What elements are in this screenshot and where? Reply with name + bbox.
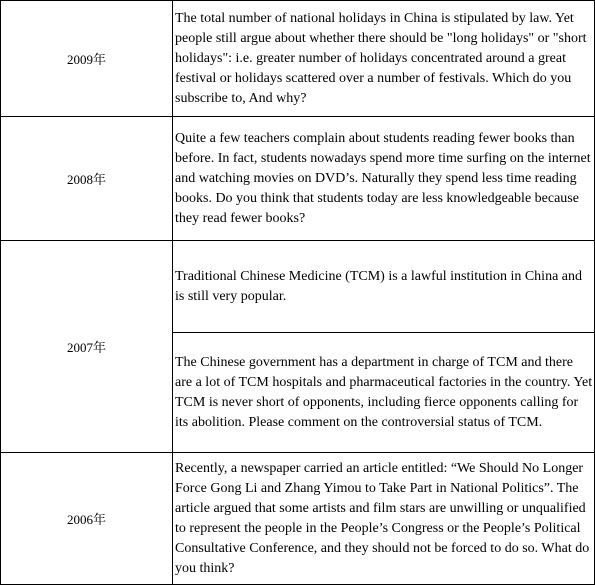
year-cell: 2006年 — [1, 453, 173, 585]
topic-text-cell: Traditional Chinese Medicine (TCM) is a lawful institution in China and is still very popular. — [173, 241, 595, 333]
year-cell: 2009年 — [1, 1, 173, 117]
topic-text-cell: The Chinese government has a department in charge of TCM and there are a lot of TCM hospitals and pharmaceutical factories in the country. Yet TCM is never short of opponents, including fierce opponents calling for its abolition. Please comment on the controversial status of TCM. — [173, 333, 595, 453]
table-row-2008 — [1, 117, 595, 241]
table-row-2006 — [1, 453, 595, 585]
topic-text-cell: The total number of national holidays in China is stipulated by law. Yet people still argue about whether there should be "long holidays" or "short holidays": i.e. greater number of holidays concentrated around a great festival or holidays scattered over a number of festivals. Which do you subscribe to, And why? — [173, 1, 595, 117]
topic-text-cell: Quite a few teachers complain about students reading fewer books than before. In fact, students nowadays spend more time surfing on the internet and watching movies on DVD’s. Naturally they spend less time reading books. Do you think that students today are less knowledgeable because they read fewer books? — [173, 117, 595, 241]
year-cell: 2007年 — [1, 241, 173, 453]
table-row-2009 — [1, 1, 595, 117]
table-row-2007-a — [1, 241, 595, 333]
year-cell: 2008年 — [1, 117, 173, 241]
topic-text-cell: Recently, a newspaper carried an article entitled: “We Should No Longer Force Gong Li and Zhang Yimou to Take Part in National Politics”. The article argued that some artists and film stars are unwilling or unqualified to represent the people in the People’s Congress or the People’s Political Consultative Conference, and they should not be forced to do so. What do you think? — [173, 453, 595, 585]
